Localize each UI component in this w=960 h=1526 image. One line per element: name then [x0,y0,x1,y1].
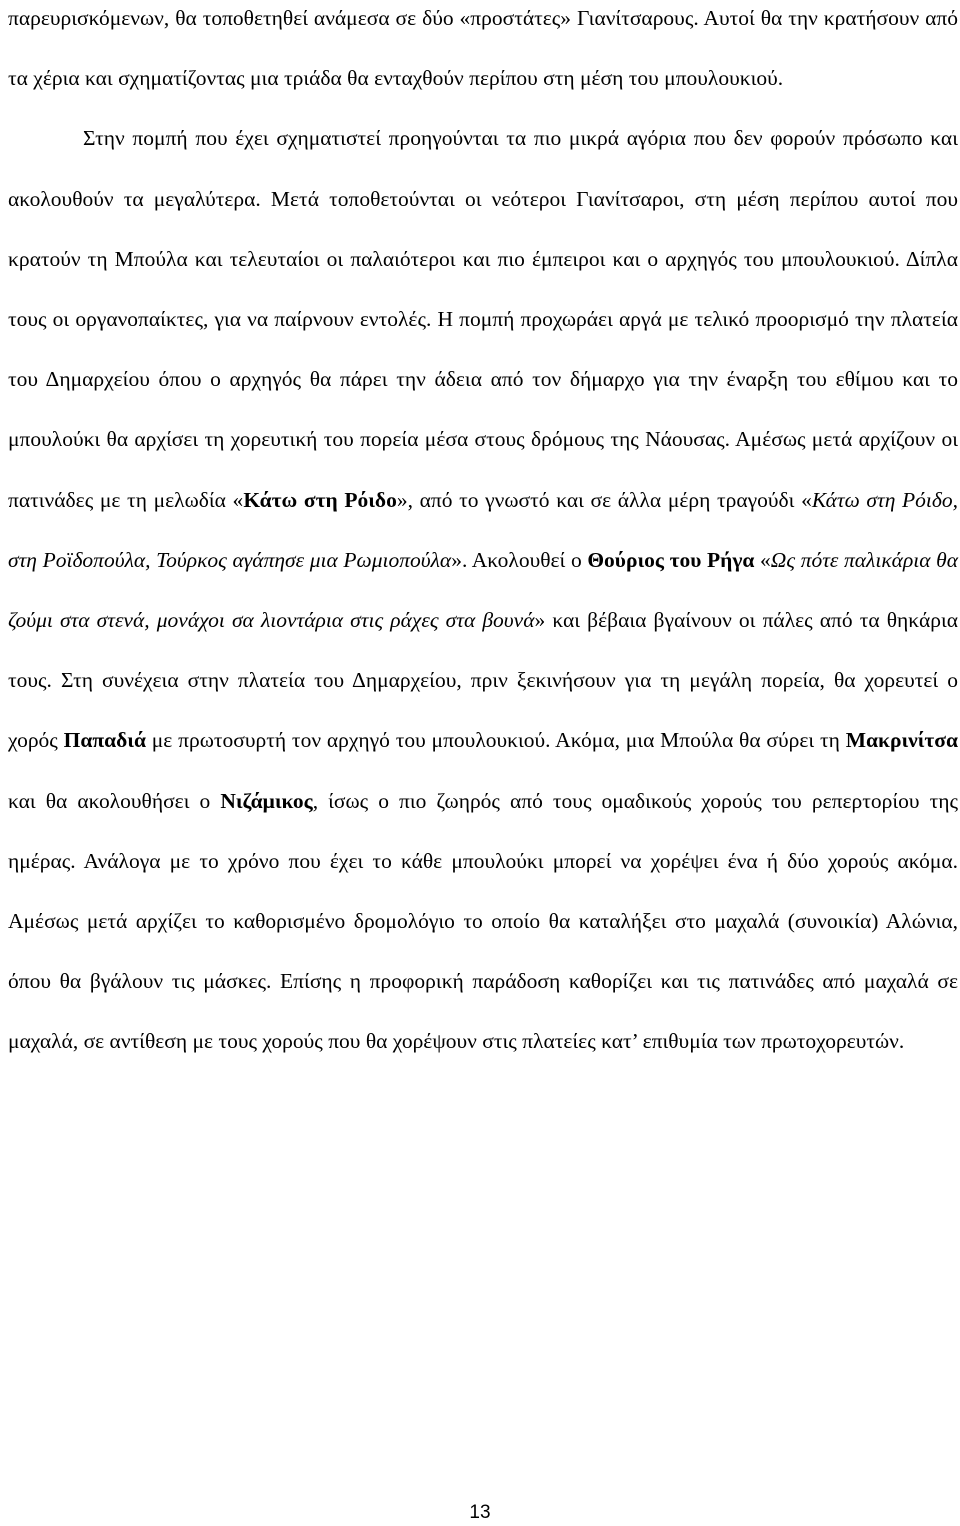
paragraph-2-text-7: και θα ακολουθήσει ο [8,788,221,813]
song-title-kato-sti-roido: Κάτω στη Ρόιδο [243,487,397,512]
dance-name-makrinitsa: Μακρινίτσα [845,728,958,753]
paragraph-2-text-3: ». Ακολουθεί ο [451,547,588,572]
dance-name-nizamikos: Νιζάμικος [220,788,313,813]
song-lyrics-roido: Κάτω στη Ρόιδο, στη Ροϊδοπούλα, Τούρκος αγάπησε μια Ρωμιοπούλα [8,487,959,572]
paragraph-2-text-8: , ίσως ο πιο ζωηρός από τους ομαδικούς χορούς του ρεπερτορίου της ημέρας. Ανάλογα με το χρόνο που έχει το κάθε μπουλούκι μπορεί να χορέψει ένα ή δύο χορούς ακόμα. Αμέσως μετά αρχίζει το καθορισμένο δρομολόγιο το οποίο θα καταλήξει στο μαχαλά (συνοικία) Αλώνια, όπου θα βγάλουν τις μάσκες. Επίσης η προφορική παράδοση καθορίζει και τις πατινάδες από μαχαλά σε μαχαλά, σε αντίθεση με τους χορούς που θα χορέψουν στις πλατείες κατ’ επιθυμία των πρωτοχορευτών. [8,788,958,1054]
paragraph-1 [8,0,958,108]
song-title-thourios: Θούριος του Ρήγα [587,547,755,572]
paragraph-2-text-6: με πρωτοσυρτή τον αρχηγό του μπουλουκιού. Ακόμα, μια Μπούλα θα σύρει τη [145,728,846,753]
song-lyrics-thourios: Ως πότε παλικάρια θα ζούμι στα στενά, μονάχοι σα λιοντάρια στις ράχες στα βουνά [8,547,958,633]
dance-name-papadia: Παπαδιά [63,728,146,753]
body-text [8,0,958,1072]
paragraph-2 [8,108,958,1071]
paragraph-2-text-5: » και βέβαια βγαίνουν οι πάλες από τα θηκάρια τους. Στη συνέχεια στην πλατεία του Δημαρχείου, πριν ξεκινήσουν για τη μεγάλη πορεία, θα χορευτεί ο χορός [8,608,958,753]
paragraph-2-text-4: « [754,547,771,572]
paragraph-2-text-2: », από το γνωστό και σε άλλα μέρη τραγούδι « [396,487,812,512]
page-number: 13 [469,1502,491,1523]
paragraph-2-text-1: Στην πομπή που έχει σχηματιστεί προηγούνται τα πιο μικρά αγόρια που δεν φορούν πρόσωπο και ακολουθούν τα μεγαλύτερα. Μετά τοποθετούνται οι νεότεροι Γιανίτσαροι, στη μέση περίπου αυτοί που κρατούν τη Μπούλα και τελευταίοι οι παλαιότεροι και πιο έμπειροι και ο αρχηγός του μπουλουκιού. Δίπλα τους οι οργανοπαίκτες, για να παίρνουν εντολές. Η πομπή προχωράει αργά με τελικό προορισμό την πλατεία του Δημαρχείου όπου ο αρχηγός θα πάρει την άδεια από τον δήμαρχο για την έναρξη του εθίμου και το μπουλούκι θα αρχίσει τη χορευτική του πορεία μέσα στους δρόμους της Νάουσας. Αμέσως μετά αρχίζουν οι πατινάδες με τη μελωδία « [8,126,958,512]
paragraph-1-text: παρευρισκόμενων, θα τοποθετηθεί ανάμεσα σε δύο «προστάτες» Γιανίτσαρους. Αυτοί θα την κρατήσουν από τα χέρια και σχηματίζοντας μια τριάδα θα ενταχθούν περίπου στη μέση του μπουλουκιού. [8,6,958,91]
